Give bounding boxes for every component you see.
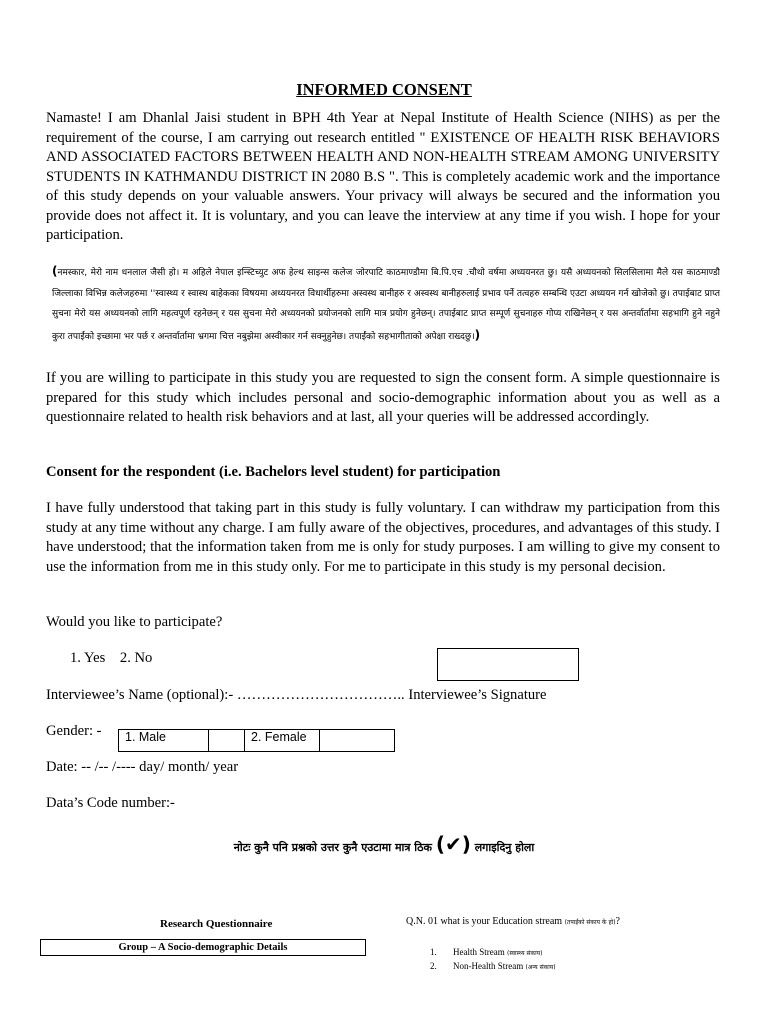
option-label: Non-Health Stream (453, 961, 524, 971)
open-paren: ( (52, 264, 58, 278)
list-item[interactable] (430, 946, 556, 960)
option-yes[interactable]: 1. Yes (70, 650, 106, 666)
note-check-close: ) (461, 832, 471, 856)
question-1 (406, 916, 620, 927)
gender-label: Gender: - (46, 723, 102, 739)
name-signature-line: Interviewee’s Name (optional):- …………………………….. Interviewee’s Signature (46, 687, 547, 703)
option-nepali: (स्वास्थ्य संकाय) (506, 950, 543, 957)
gender-female-label: 2. Female (245, 730, 320, 752)
nepali-text: नमस्कार, मेरो नाम धनलाल जैसी हो। म अहिले नेपाल इन्स्टिच्युट अफ हेल्थ साइन्स कलेज जोरपाटि काठमाण्डौमा बि.पि.एच .चौथो वर्षमा अध्ययनरत छु। यसै अध्ययनको सिलसिलामा मैले यस काठमाण्डौ जिल्लाका विभिन्न कलेजहरुमा ''स्वास्थ्य र स्वास्थ बाहेकका विषयमा अध्ययनरत विधार्थीहरुमा अस्वस्थ बानीहरु र अस्वस्थ बानीहरुलाई प्रभाव पर्ने तत्वहरु सम्बन्धि एउटा अध्ययन गर्न खोजेको छु। तपाईबाट प्राप्त सुचना मेरो यस अध्ययनको लागि महत्वपूर्ण रहनेछन् र यस सुचना मेरो अध्ययनको प्रयोजनको लागि मात्र प्रयोग हुनेछन्। तपाईबाट प्राप्त सम्पूर्ण सुचनाहरु गोप्य राखिनेछन् र यस अन्तर्वार्तामा सहभागि हुने नहुने कुरा तपाईंको इच्छामा भर पर्छ र अन्तर्वार्तामा भ्रगमा चित्त नबुझेमा अस्वीकार गर्न सक्नुहुनेछ। तपाईंको सहभागीताको अपेक्षा राख्दछु। (52, 268, 720, 342)
gender-female-box[interactable] (320, 730, 395, 752)
check-icon: ✔ (444, 832, 462, 856)
question-1-options (430, 946, 556, 974)
participate-question: Would you like to participate? (46, 614, 223, 630)
note-prefix: नोटः कुनै पनि प्रश्नको उत्तर कुनै एउटामा मात्र ठिक (233, 841, 432, 854)
intro-paragraph: Namaste! I am Dhanlal Jaisi student in BPH 4th Year at Nepal Institute of Health Science (NIHS) as per the requirement of the course, I am carrying out research entitled " EXISTENCE OF HEALTH RISK BEHAVIORS AND ASSOCIATED FACTORS BETWEEN HEALTH AND NON-HEALTH STREAM AMONG UNIVERSITY STUDENTS IN KATHMANDU DISTRICT IN 2080 B.S ". This is completely academic work and the importance of this study depends on your valuable answers. Your privacy will always be secured and the information you provide does not affect it. It is voluntary, and you can leave the interview at any time if you wish. I hope for your participation. (46, 110, 720, 243)
option-label: Health Stream (453, 947, 505, 957)
group-a-box: Group – A Socio-demographic Details (40, 939, 366, 956)
question-1-end: ? (615, 916, 620, 927)
consent-paragraph: I have fully understood that taking part in this study is fully voluntary. I can withdraw my participation from this study at any time without any charge. I am fully aware of the objectives, procedures, and advantages of this study. I have understood; that the information taken from me is only for study purposes. I am willing to give my consent to use the information from me in this study only. For me to participate in this study is my personal decision. (46, 500, 720, 575)
list-item[interactable] (430, 960, 556, 974)
option-number: 2. (430, 961, 437, 971)
questionnaire-title: Research Questionnaire (160, 918, 273, 930)
note-check-open: ( (435, 832, 445, 856)
question-1-text: Q.N. 01 what is your Education stream (406, 916, 563, 927)
question-1-nepali: (तपाईंको संकाय के हो) (564, 919, 616, 926)
page-title: INFORMED CONSENT (296, 80, 472, 99)
gender-table (118, 729, 395, 752)
date-line: Date: -- /-- /---- day/ month/ year (46, 759, 239, 775)
data-code-line: Data’s Code number:- (46, 795, 175, 811)
option-no[interactable]: 2. No (119, 650, 153, 666)
consent-heading: Consent for the respondent (i.e. Bachelors level student) for participation (46, 464, 501, 480)
willing-paragraph: If you are willing to participate in this study you are requested to sign the consent form. A simple questionnaire is prepared for this study which includes personal and socio-demographic information about you as well as a questionnaire related to health risk behaviors and at last, all your queries will be addressed accordingly. (46, 370, 720, 425)
close-paren: ) (474, 327, 481, 342)
option-nepali: (अन्य संकाय) (525, 964, 556, 971)
participate-options (70, 650, 152, 667)
signature-box[interactable] (437, 648, 579, 681)
option-number: 1. (430, 947, 437, 957)
note-line (0, 832, 768, 856)
nepali-paragraph (52, 261, 720, 347)
note-suffix: लगाइदिनु होला (474, 841, 535, 854)
gender-male-label: 1. Male (119, 730, 209, 752)
gender-male-box[interactable] (209, 730, 245, 752)
